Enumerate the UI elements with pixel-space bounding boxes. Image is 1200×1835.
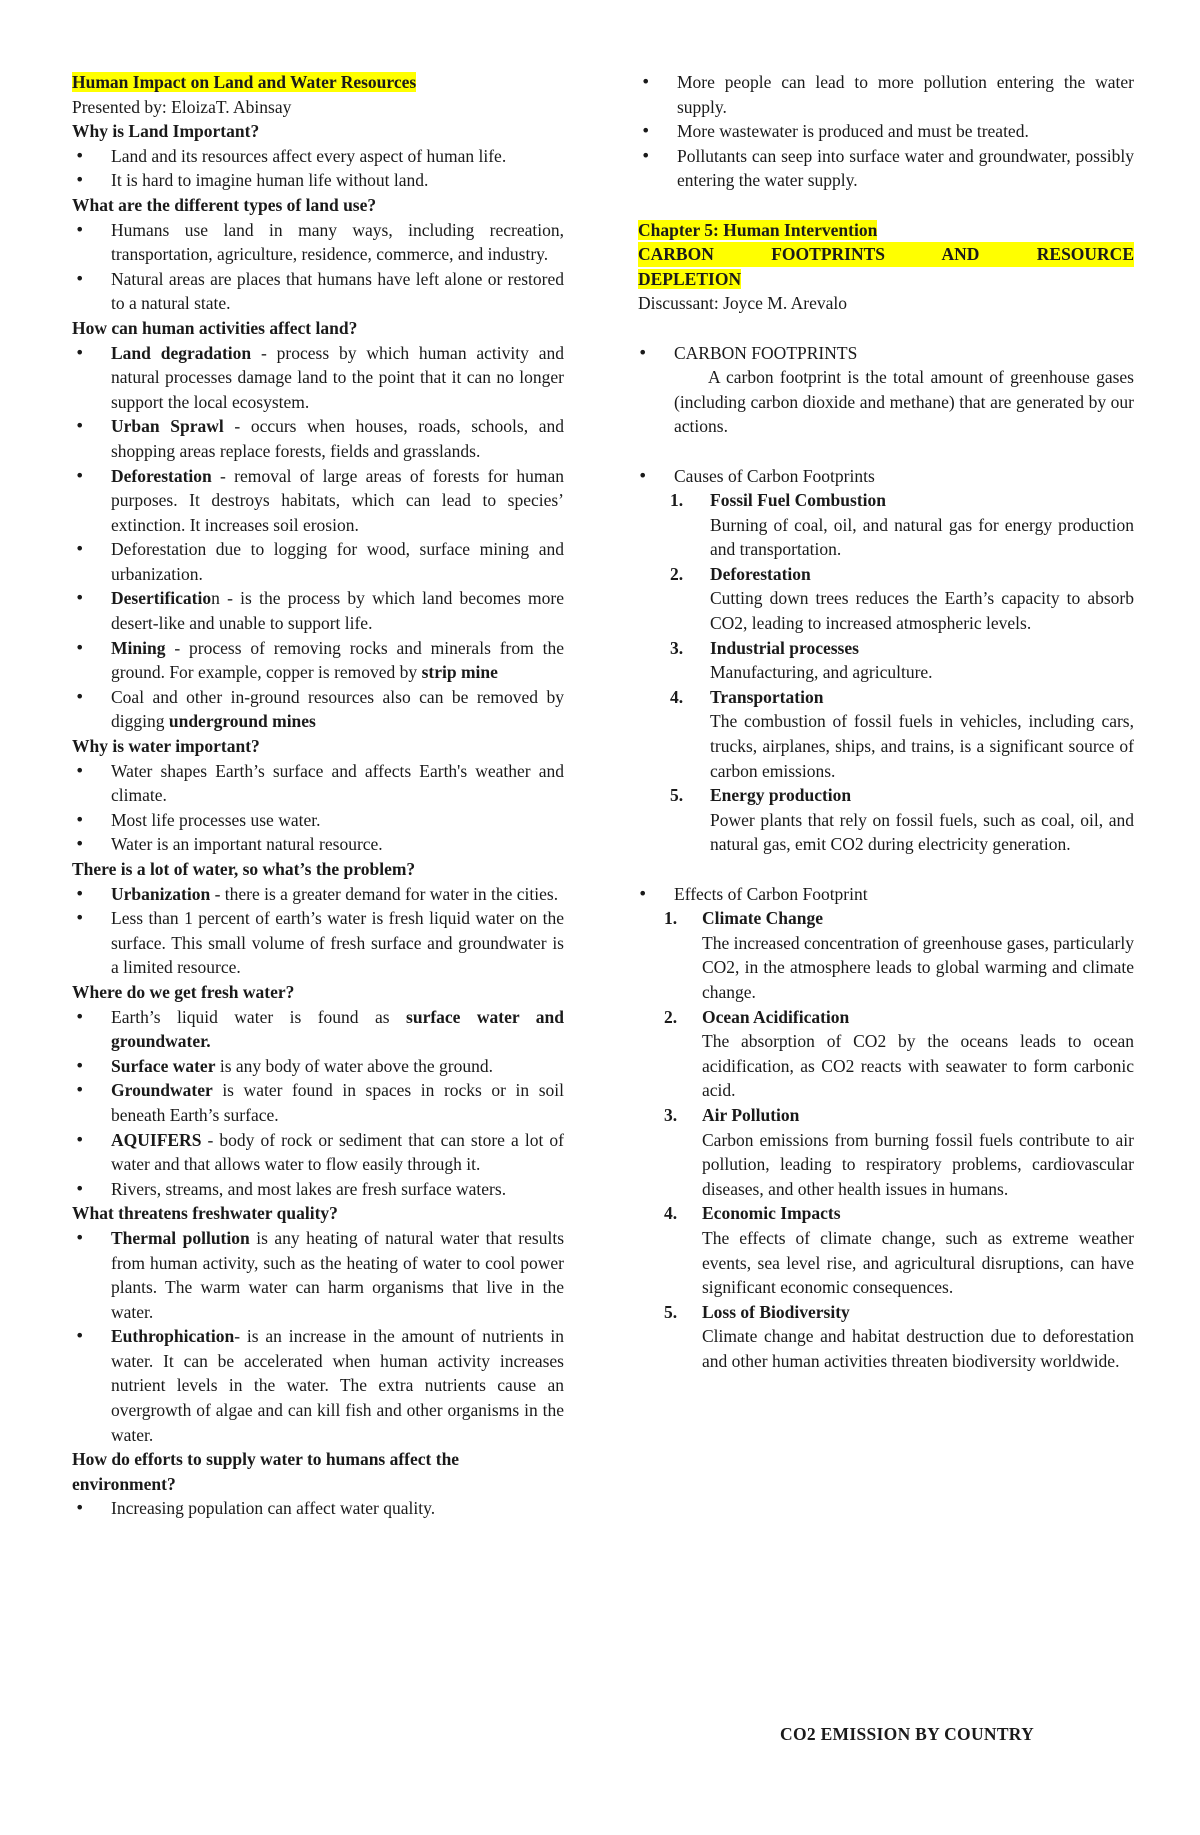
section-heading: There is a lot of water, so what’s the problem? xyxy=(72,859,416,879)
bullet-list xyxy=(72,882,564,980)
item-number: 5. xyxy=(670,785,684,806)
causes-section xyxy=(638,464,1134,489)
item-description: Climate change and habitat destruction due to deforestation and other human activities threaten biodiversity worldwide. xyxy=(702,1326,1134,1371)
term: Mining xyxy=(111,637,166,658)
list-item: • Pollutants can seep into surface water and groundwater, possibly entering the water supply. xyxy=(638,144,1134,193)
spacer xyxy=(638,439,1134,464)
item-description: Cutting down trees reduces the Earth’s capacity to absorb CO2, leading to increased atmospheric levels. xyxy=(710,588,1134,634)
item-description: Power plants that rely on fossil fuels, such as coal, oil, and natural gas, emit CO2 during electricity generation. xyxy=(710,809,1134,855)
document-title: Human Impact on Land and Water Resources xyxy=(72,72,417,92)
discussant-line: Discussant: Joyce M. Arevalo xyxy=(638,293,847,314)
spacer xyxy=(638,857,1134,882)
list-item: • More people can lead to more pollution entering the water supply. xyxy=(638,70,1134,119)
term: underground mines xyxy=(168,711,316,732)
item-number: 4. xyxy=(664,1203,678,1224)
right-column xyxy=(638,70,1134,1373)
item-number: 1. xyxy=(664,908,678,929)
chapter-subtitle-line1: CARBON FOOTPRINTS AND RESOURCE xyxy=(638,242,1134,267)
list-item xyxy=(72,1054,564,1079)
spacer xyxy=(638,316,1134,341)
item-text: Rivers, streams, and most lakes are fresh surface waters. xyxy=(111,1178,507,1199)
item-number: 3. xyxy=(664,1104,678,1125)
numbered-item xyxy=(638,685,1134,783)
effects-list xyxy=(638,906,1134,1373)
item-number: 1. xyxy=(670,490,684,511)
list-item xyxy=(72,464,564,538)
list-item xyxy=(72,808,564,833)
carbon-footprints-section xyxy=(638,341,1134,366)
item-text: Most life processes use water. xyxy=(111,809,321,830)
item-text: - removal of large areas of forests for human purposes. It destroys habitats, which can lead to species’ extinction. It increases soil erosion. xyxy=(111,465,564,535)
term: Urban Sprawl xyxy=(111,416,224,437)
list-item xyxy=(72,168,564,193)
effects-section xyxy=(638,882,1134,907)
section-heading: How do efforts to supply water to humans affect the environment? xyxy=(72,1449,460,1494)
numbered-item xyxy=(638,1005,1134,1103)
list-item xyxy=(72,1078,564,1127)
item-text: Humans use land in many ways, including recreation, transportation, agriculture, residence, commerce, and industry. xyxy=(111,219,564,265)
item-text: Deforestation due to logging for wood, surface mining and urbanization. xyxy=(111,539,564,584)
item-title: Air Pollution xyxy=(702,1104,800,1125)
list-item xyxy=(72,636,564,685)
item-number: 3. xyxy=(670,637,684,658)
item-number: 4. xyxy=(670,686,684,707)
section-heading: What are the different types of land use? xyxy=(72,194,377,215)
term: Deforestation xyxy=(111,465,212,486)
item-text: is water found in spaces in rocks or in soil beneath Earth’s surface. xyxy=(111,1080,564,1125)
term: Land degradation xyxy=(111,342,252,363)
item-title: Ocean Acidification xyxy=(702,1006,850,1027)
list-item xyxy=(72,218,564,267)
list-item xyxy=(72,586,564,635)
list-item xyxy=(72,1226,564,1324)
numbered-item xyxy=(638,562,1134,636)
list-item xyxy=(72,832,564,857)
section-heading-effects: • Effects of Carbon Footprint xyxy=(638,882,1134,907)
item-text: Natural areas are places that humans have left alone or restored to a natural state. xyxy=(111,268,564,314)
item-text: Coal and other in-ground resources also can be removed by digging xyxy=(111,686,564,732)
item-text: is any heating of natural water that results from human activity, such as the heating of water to cool power plants. The warm water can harm organisms that live in the water. xyxy=(111,1227,565,1322)
numbered-item xyxy=(638,1201,1134,1299)
left-column xyxy=(72,70,564,1521)
item-title: Fossil Fuel Combustion xyxy=(710,490,886,511)
numbered-item xyxy=(638,906,1134,1004)
section-heading-carbon-footprints: • CARBON FOOTPRINTS xyxy=(638,341,1134,366)
item-text: is any body of water above the ground. xyxy=(215,1055,493,1076)
term: Euthrophication xyxy=(111,1326,235,1347)
term: Thermal pollution xyxy=(111,1227,250,1248)
item-title: Transportation xyxy=(710,686,824,707)
numbered-item xyxy=(638,1103,1134,1201)
item-text: Water is an important natural resource. xyxy=(111,834,383,855)
item-text: Less than 1 percent of earth’s water is fresh liquid water on the surface. This small volume of fresh surface and groundwater is a limited resource. xyxy=(111,908,564,978)
carbon-footprint-definition: A carbon footprint is the total amount of greenhouse gases (including carbon dioxide and methane) that are generated by our actions. xyxy=(674,367,1134,437)
item-text: - is an increase in the amount of nutrients in water. It can be accelerated when human activity increases nutrient levels in the water. The extra nutrients cause an overgrowth of algae and can kill fish and other organisms in the water. xyxy=(111,1326,564,1445)
item-title: Industrial processes xyxy=(710,637,859,658)
item-number: 2. xyxy=(664,1006,678,1027)
list-item xyxy=(72,882,564,907)
chapter-title: Chapter 5: Human Intervention xyxy=(638,219,878,240)
item-description: The increased concentration of greenhouse gases, particularly CO2, in the atmosphere leads to global warming and climate change. xyxy=(702,932,1134,1002)
item-description: Carbon emissions from burning fossil fuels contribute to air pollution, leading to respiratory problems, cardiovascular diseases, and other health issues in humans. xyxy=(702,1129,1134,1199)
list-item xyxy=(72,1496,564,1521)
item-text: Land and its resources affect every aspect of human life. xyxy=(111,145,507,166)
item-text: n - is the process by which land becomes more desert-like and unable to support life. xyxy=(111,588,564,634)
bullet-list xyxy=(72,341,564,735)
bullet-list xyxy=(72,144,564,193)
list-item xyxy=(72,685,564,734)
term: strip mine xyxy=(421,662,498,683)
term: Urbanization xyxy=(111,883,211,904)
section-heading: What threatens freshwater quality? xyxy=(72,1203,338,1224)
list-item: • More wastewater is produced and must be treated. xyxy=(638,119,1134,144)
list-item xyxy=(72,1324,564,1447)
item-description: Burning of coal, oil, and natural gas for energy production and transportation. xyxy=(710,514,1134,560)
item-description: The combustion of fossil fuels in vehicles, including cars, trucks, airplanes, ships, and trains, is a significant source of carbon emissions. xyxy=(710,711,1134,781)
numbered-item xyxy=(638,636,1134,685)
left-sections xyxy=(72,119,564,1521)
term: Desertificatio xyxy=(111,588,212,609)
numbered-item xyxy=(638,1300,1134,1374)
item-text: Earth’s liquid water is found as xyxy=(111,1006,407,1027)
item-text: Increasing population can affect water quality. xyxy=(111,1498,436,1519)
presenter-line: Presented by: EloizaT. Abinsay xyxy=(72,96,292,117)
item-title: Deforestation xyxy=(710,563,811,584)
item-title: Economic Impacts xyxy=(702,1203,841,1224)
item-text: Water shapes Earth’s surface and affects Earth's weather and climate. xyxy=(111,760,564,806)
bullet-list xyxy=(72,1226,564,1447)
term: AQUIFERS xyxy=(111,1129,202,1150)
item-number: 2. xyxy=(670,563,684,584)
spacer xyxy=(638,193,1134,218)
list-item xyxy=(72,341,564,415)
item-title: Loss of Biodiversity xyxy=(702,1301,850,1322)
bullet-list xyxy=(72,1005,564,1202)
item-text: - there is a greater demand for water in the cities. xyxy=(210,883,559,904)
item-title: Energy production xyxy=(710,785,852,806)
numbered-item xyxy=(638,783,1134,857)
term: Surface water xyxy=(111,1055,216,1076)
list-item xyxy=(72,267,564,316)
co2-emission-heading: CO2 EMISSION BY COUNTRY xyxy=(780,1724,1035,1744)
item-text: - body of rock or sediment that can store a lot of water and that allows water to flow easily through it. xyxy=(111,1129,564,1175)
list-item xyxy=(72,1177,564,1202)
section-heading: How can human activities affect land? xyxy=(72,317,358,338)
item-title: Climate Change xyxy=(702,908,824,929)
chapter-subtitle-line2: DEPLETION xyxy=(638,268,742,289)
item-text: - process by which human activity and natural processes damage land to the point that it can no longer support the local ecosystem. xyxy=(111,342,564,412)
item-description: The absorption of CO2 by the oceans leads to ocean acidification, as CO2 reacts with seawater to form carbonic acid. xyxy=(702,1031,1134,1101)
list-item xyxy=(72,1005,564,1054)
continued-bullet-list xyxy=(638,70,1134,193)
list-item xyxy=(72,537,564,586)
item-description: Manufacturing, and agriculture. xyxy=(710,662,933,683)
item-description: The effects of climate change, such as extreme weather events, sea level rise, and agricultural disruptions, can have significant economic consequences. xyxy=(702,1227,1134,1298)
numbered-item xyxy=(638,488,1134,562)
section-heading: Where do we get fresh water? xyxy=(72,981,295,1002)
item-text: - process of removing rocks and minerals from the ground. For example, copper is removed by xyxy=(111,637,564,683)
list-item xyxy=(72,414,564,463)
item-text: It is hard to imagine human life without land. xyxy=(111,170,429,191)
bullet-list xyxy=(72,218,564,316)
bullet-list xyxy=(72,759,564,857)
item-text: - occurs when houses, roads, schools, and shopping areas replace forests, fields and grasslands. xyxy=(111,416,564,461)
item-number: 5. xyxy=(664,1301,678,1322)
section-heading: Why is Land Important? xyxy=(72,121,260,142)
section-heading-causes: • Causes of Carbon Footprints xyxy=(638,464,1134,489)
causes-list xyxy=(638,488,1134,857)
list-item xyxy=(72,759,564,808)
bullet-list xyxy=(72,1496,564,1521)
list-item xyxy=(72,906,564,980)
term: surface water and groundwater. xyxy=(111,1006,564,1052)
section-heading: Why is water important? xyxy=(72,736,260,757)
term: Groundwater xyxy=(111,1080,213,1101)
list-item xyxy=(72,144,564,169)
list-item xyxy=(72,1128,564,1177)
